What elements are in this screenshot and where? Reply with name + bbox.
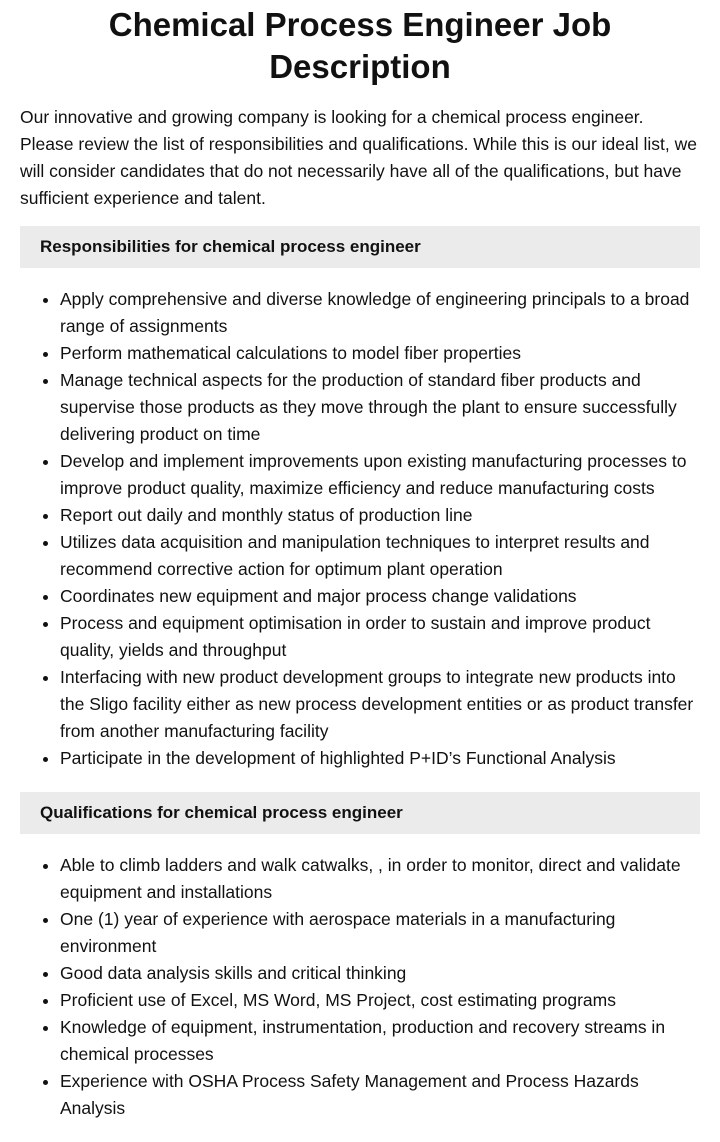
list-item: • Knowledge of equipment, instrumentation, production and recovery streams in chemical processes	[60, 1014, 700, 1068]
list-item: • Manage technical aspects for the production of standard fiber products and supervise those products as they move through the plant to ensure successfully delivering product on time	[60, 367, 700, 448]
intro-text: Our innovative and growing company is looking for a chemical process engineer. Please review the list of responsibilities and qualifications. While this is our ideal list, we will consider candidates that do not necessarily have all of the qualifications, but have sufficient experience and talent.	[20, 107, 697, 208]
list-item: • Perform mathematical calculations to model fiber properties	[60, 340, 700, 367]
qualifications-heading: Qualifications for chemical process engineer	[20, 792, 700, 834]
responsibilities-heading: Responsibilities for chemical process engineer	[20, 226, 700, 268]
responsibilities-list	[20, 286, 700, 772]
page-title: Chemical Process Engineer Job Description	[108, 6, 612, 85]
list-item: • Process and equipment optimisation in order to sustain and improve product quality, yields and throughput	[60, 610, 700, 664]
list-item: • Experience with OSHA Process Safety Management and Process Hazards Analysis	[60, 1068, 700, 1122]
list-item: • Proficient use of Excel, MS Word, MS Project, cost estimating programs	[60, 987, 700, 1014]
list-item: • One (1) year of experience with aerospace materials in a manufacturing environment	[60, 906, 700, 960]
list-item: • Participate in the development of highlighted P+ID’s Functional Analysis	[60, 745, 700, 772]
qualifications-list	[20, 852, 700, 1122]
list-item: • Able to climb ladders and walk catwalks, , in order to monitor, direct and validate equipment and installations	[60, 852, 700, 906]
list-item: • Develop and implement improvements upon existing manufacturing processes to improve product quality, maximize efficiency and reduce manufacturing costs	[60, 448, 700, 502]
list-item: • Report out daily and monthly status of production line	[60, 502, 700, 529]
list-item: • Coordinates new equipment and major process change validations	[60, 583, 700, 610]
list-item: • Utilizes data acquisition and manipulation techniques to interpret results and recommend corrective action for optimum plant operation	[60, 529, 700, 583]
list-item: • Interfacing with new product development groups to integrate new products into the Sligo facility either as new process development entities or as product transfer from another manufacturing facility	[60, 664, 700, 745]
list-item: • Good data analysis skills and critical thinking	[60, 960, 700, 987]
list-item: • Apply comprehensive and diverse knowledge of engineering principals to a broad range of assignments	[60, 286, 700, 340]
